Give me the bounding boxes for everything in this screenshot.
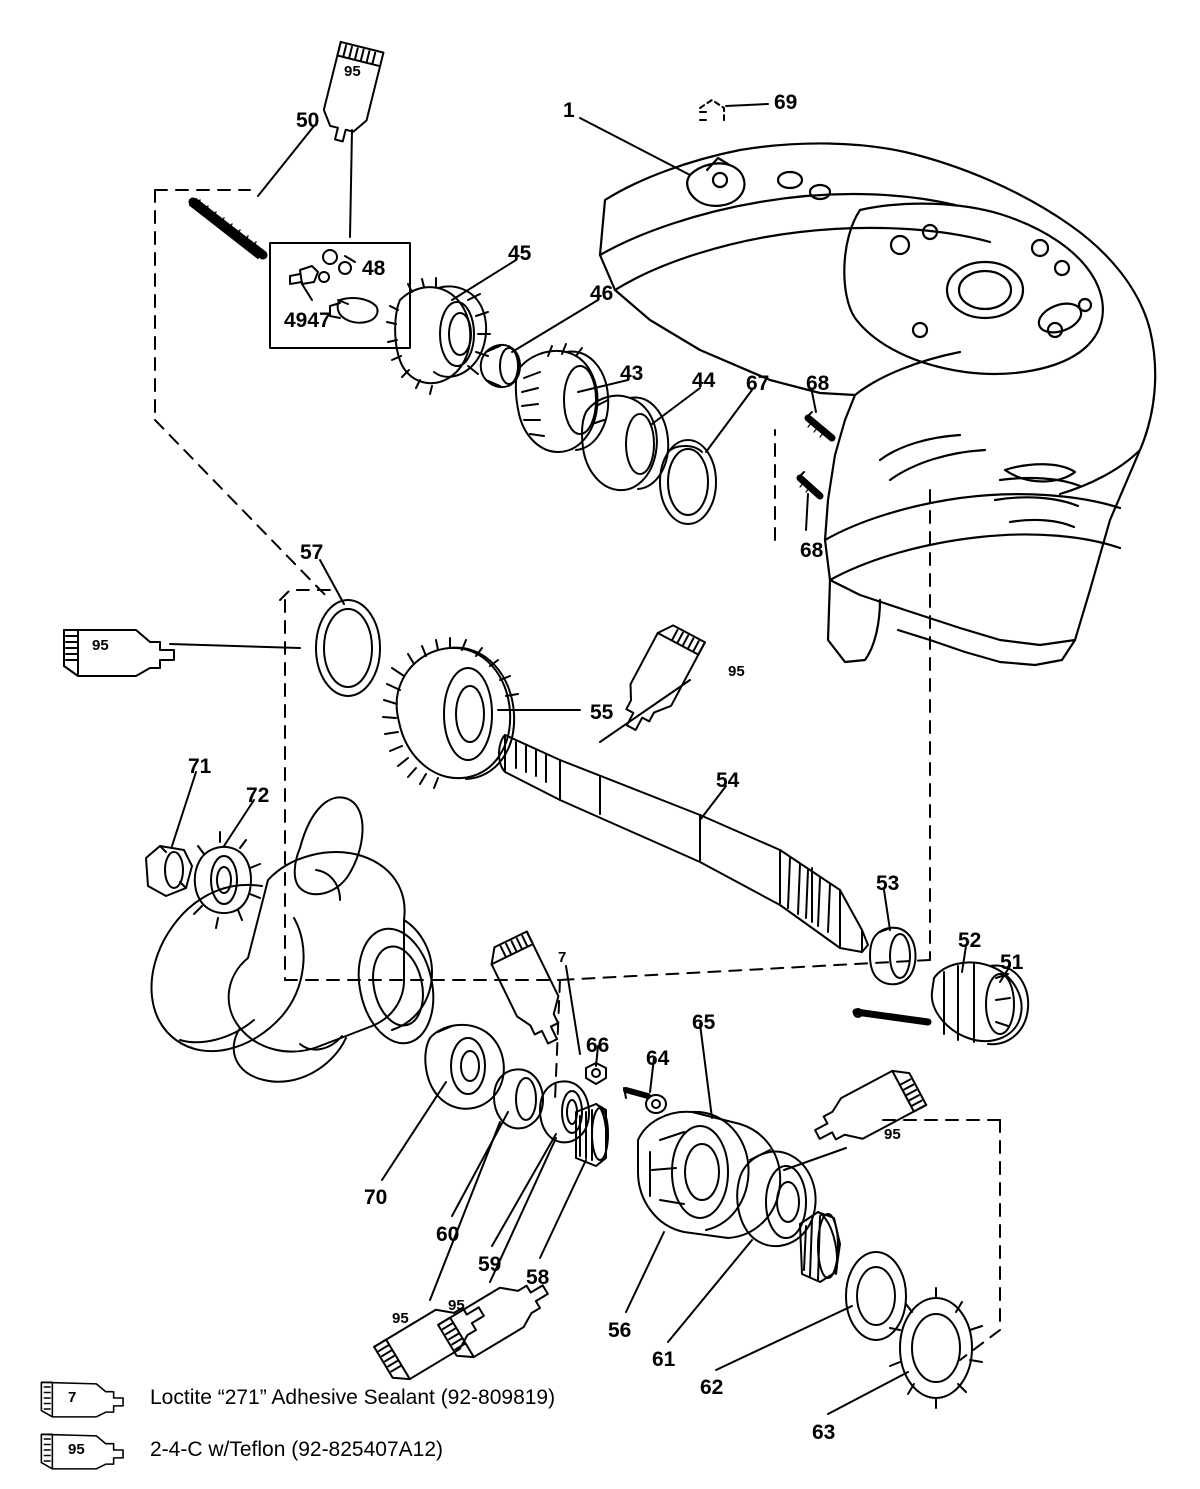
callout-52: 52: [958, 929, 982, 952]
callout-48: 48: [362, 257, 386, 280]
legend-text-loctite: Loctite “271” Adhesive Sealant (92-809819): [150, 1386, 556, 1409]
callout-44: 44: [692, 369, 716, 392]
legend-item-loctite: [30, 1372, 1170, 1424]
callout-72: 72: [246, 784, 270, 807]
grease-tube-icon: [30, 1428, 136, 1472]
tube-label-95-lower-b: 95: [448, 1297, 465, 1314]
callout-60: 60: [436, 1223, 460, 1246]
callout-71: 71: [188, 755, 212, 778]
callout-68-bottom: 68: [800, 539, 824, 562]
callout-54: 54: [716, 769, 740, 792]
callout-61: 61: [652, 1348, 676, 1371]
legend-text-24c: 2-4-C w/Teflon (92-825407A12): [150, 1438, 443, 1461]
callout-62: 62: [700, 1376, 724, 1399]
callout-65: 65: [692, 1011, 716, 1034]
callout-56: 56: [608, 1319, 632, 1342]
callout-50: 50: [296, 109, 320, 132]
callout-67: 67: [746, 372, 770, 395]
callout-58: 58: [526, 1266, 550, 1289]
callout-46: 46: [590, 282, 614, 305]
callout-45: 45: [508, 242, 532, 265]
grease-tube-icon: [30, 1376, 136, 1420]
legend-tube-number-95: 95: [68, 1441, 85, 1458]
tube-label-95-top: 95: [344, 63, 361, 80]
callout-70: 70: [364, 1186, 388, 1209]
callout-53: 53: [876, 872, 900, 895]
tube-label-7: 7: [558, 949, 567, 966]
tube-label-95-left: 95: [92, 637, 109, 654]
legend: [30, 1372, 1170, 1476]
callout-1: 1: [563, 99, 575, 122]
legend-item-24c: [30, 1421, 1170, 1476]
callout-69: 69: [774, 91, 798, 114]
callout-57: 57: [300, 541, 324, 564]
callout-55: 55: [590, 701, 614, 724]
tube-label-95-lower-a: 95: [392, 1310, 409, 1327]
callout-68-top: 68: [806, 372, 830, 395]
tube-label-95-mid: 95: [728, 663, 745, 680]
callout-4947: 4947: [284, 309, 331, 332]
callout-51: 51: [1000, 951, 1024, 974]
tube-label-95-right: 95: [884, 1126, 901, 1143]
callout-59: 59: [478, 1253, 502, 1276]
callout-66: 66: [586, 1034, 610, 1057]
callout-63: 63: [812, 1421, 836, 1444]
legend-tube-number-7: 7: [68, 1389, 77, 1406]
callout-43: 43: [620, 362, 644, 385]
callout-64: 64: [646, 1047, 670, 1070]
